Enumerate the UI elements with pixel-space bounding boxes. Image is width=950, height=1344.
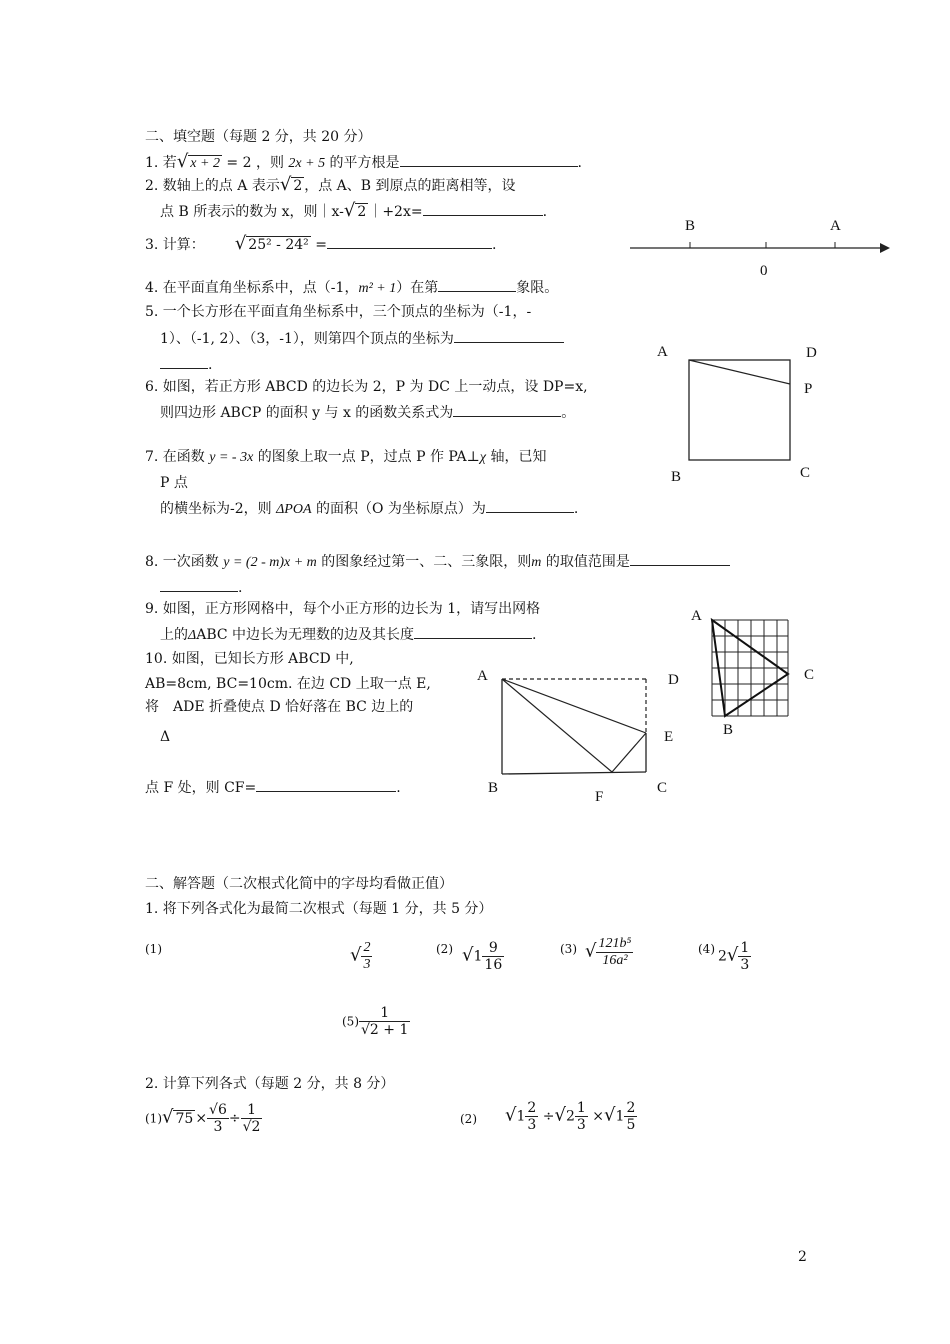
question-2-line2: 点 B 所表示的数为 x，则｜x-√ 2 ｜+2x= . [160,200,548,221]
question-2-line1: 2. 数轴上的点 A 表示√ 2 ，点 A、B 到原点的距离相等，设 [145,174,516,195]
label-b: B [671,469,682,485]
question-5-line2: 1）、（-1, 2）、（3，-1），则第四个顶点的坐标为 [160,328,564,348]
question-4: 4. 在平面直角坐标系中，点（-1，m² + 1）在第 象限。 [145,277,558,298]
segment-fe [612,733,646,772]
label-e: E [664,729,674,745]
label-d: D [806,345,817,361]
item-label: (3) [560,942,577,956]
question-3: 3. 计算： √ 25² - 24² = . [145,233,497,254]
item-label: (2) [436,942,453,956]
label-b: B [488,780,499,796]
expr-1: √ $\frac{2}{3}$ [350,940,371,972]
expr-5: (5) $\frac{1}{√2 + 1}$ [342,1005,409,1038]
section-fill-title: 二、填空题（每题 2 分，共 20 分） [145,129,372,145]
expr-2: √1 $\frac{9}{16}$ [462,940,503,973]
item-label: (2) [460,1112,477,1126]
fold-line-ae [502,679,646,733]
item-label: (1) [145,942,162,956]
label-a: A [830,218,841,234]
question-7-line1: 7. 在函数 y = - 3x 的图象上取一点 P，过点 P 作 PA⊥χ 轴，已知 [145,449,547,465]
question-6-line2: 则四边形 ABCP 的面积 y 与 x 的函数关系式为 。 [160,402,575,422]
question-7-line3: 的横坐标为-2，则 ΔPOA 的面积（O 为坐标原点）为 . [160,498,578,519]
label-d: D [668,672,679,688]
side-bc [502,772,646,774]
question-9-line1: 9. 如图，正方形网格中，每个小正方形的边长为 1，请写出网格 [145,601,541,617]
expr-3: √ $\frac{\text{121b⁵}}{\text{16a²}}$ [585,936,632,968]
label-a: A [657,344,668,360]
question-8-line2: . [160,577,242,597]
question-10-line2: AB=8cm, BC=10cm. 在边 CD 上取一点 E, [145,676,431,692]
question-5-line3: . [160,354,212,374]
question-7-line2: P 点 [160,475,188,491]
question-9-line2: 上的ΔABC 中边长为无理数的边及其长度 . [160,624,537,645]
question-1: 1. 若√ x + 2 = 2 ，则 2x + 5 的平方根是 . [145,151,582,172]
question-8: 8. 一次函数 y = (2 - m)x + m 的图象经过第一、二、三象限，则m 的取值范围是 [145,551,730,572]
label-b: B [723,722,734,738]
label-c: C [800,465,811,481]
question-10-line4: Δ [160,729,171,745]
label-origin: 0 [760,263,768,279]
question-6-line1: 6. 如图，若正方形 ABCD 的边长为 2，P 为 DC 上一动点，设 DP=x, [145,379,588,395]
question-5-line1: 5. 一个长方形在平面直角坐标系中，三个顶点的坐标为（-1，- [145,304,532,320]
question-10-line3: 将 ADE 折叠使点 D 恰好落在 BC 边上的 [145,699,414,715]
expr-calc-2: √1 $\frac{2}{3}$ ÷√2 $\frac{1}{3}$ ×√1 $\frac{2}{5}$ [505,1100,636,1133]
item-label: (4) [698,942,715,956]
segment-af [502,679,612,772]
solve-1-title: 1. 将下列各式化为最简二次根式（每题 1 分，共 5 分） [145,901,493,917]
label-b: B [685,218,696,234]
section-solve-title: 二、解答题（二次根式化简中的字母均看做正值） [145,876,453,892]
question-10-line1: 10. 如图，已知长方形 ABCD 中, [145,651,354,667]
question-10-line5: 点 F 处，则 CF= . [145,777,401,797]
expr-calc-1: (1)√ 75 × $\frac{√6}{3}$ ÷ $\frac{1}{√2}$ [145,1102,261,1135]
page-number: 2 [798,1249,807,1265]
solve-2-title: 2. 计算下列各式（每题 2 分，共 8 分） [145,1076,395,1092]
label-p: P [804,381,813,397]
label-a: A [477,668,488,684]
label-f: F [595,789,604,805]
label-a: A [691,608,702,624]
expr-4: 2√ $\frac{1}{3}$ [718,940,750,973]
label-c: C [804,667,815,683]
label-c: C [657,780,668,796]
